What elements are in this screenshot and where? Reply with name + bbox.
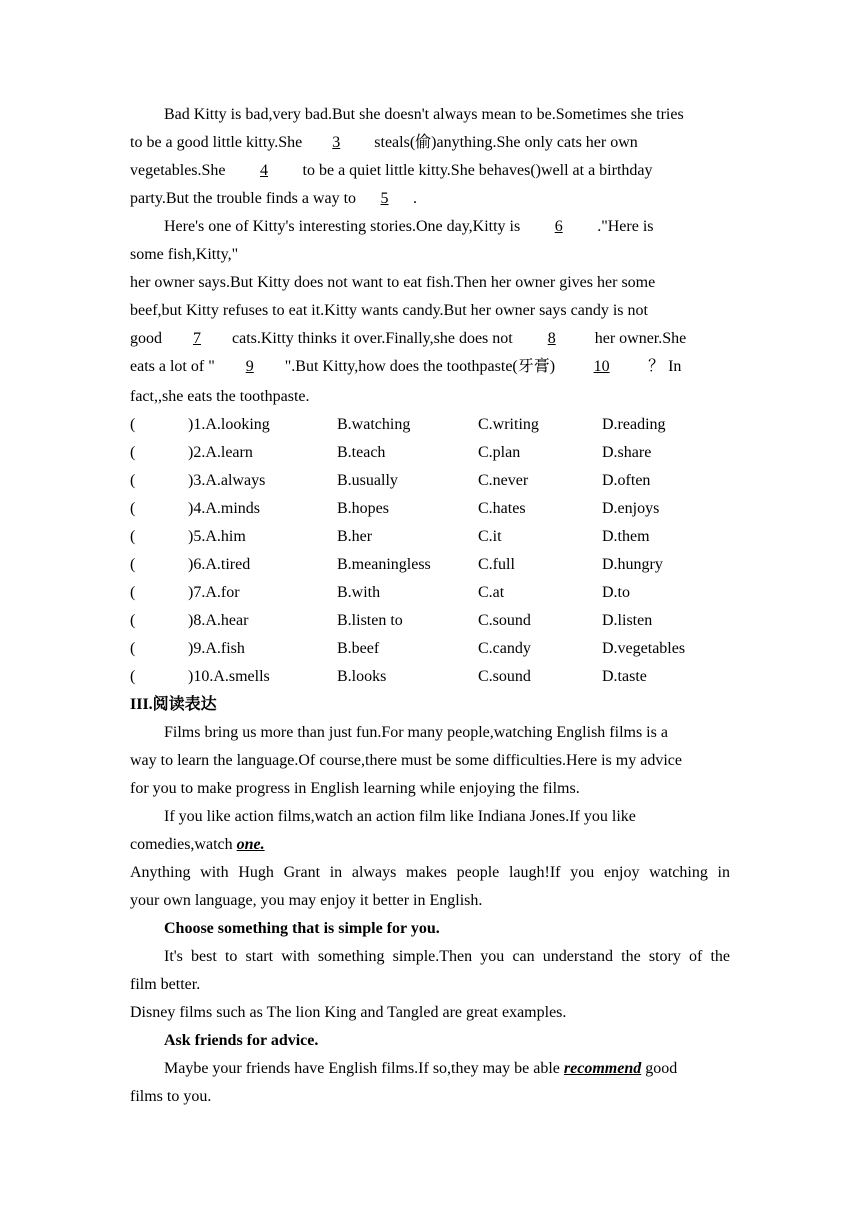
option-d: D.enjoys	[602, 500, 660, 517]
passage-line: her owner says.But Kitty does not want to eat fish.Then her owner gives her some	[130, 274, 656, 291]
option-row	[130, 523, 730, 551]
option-d: D.hungry	[602, 556, 663, 573]
passage-line	[130, 213, 730, 241]
text: Maybe your friends have English films.If so,they may be able	[164, 1060, 564, 1077]
document-page	[130, 101, 730, 1111]
reading-line: films to you.	[130, 1088, 212, 1105]
option-b: B.meaningless	[337, 556, 431, 573]
reading-line: Anything with Hugh Grant in always makes people laugh!If you enjoy watching in	[130, 864, 730, 881]
answer-paren: (	[130, 612, 136, 629]
reading-line	[130, 1055, 730, 1083]
reading-line: If you like action films,watch an action film like Indiana Jones.If you like	[164, 808, 636, 825]
option-c: C.writing	[478, 416, 539, 433]
option-b: B.usually	[337, 472, 398, 489]
answer-paren: (	[130, 472, 136, 489]
blank-8: 8	[547, 330, 556, 347]
option-d: D.taste	[602, 668, 647, 685]
option-d: D.share	[602, 444, 652, 461]
reading-line: Disney films such as The lion King and Tangled are great examples.	[130, 1004, 567, 1021]
answer-paren: (	[130, 640, 136, 657]
blank-10: 10	[593, 358, 610, 375]
option-c: C.sound	[478, 668, 531, 685]
blank-7: 7	[193, 330, 201, 347]
reading-line: your own language, you may enjoy it better in English.	[130, 892, 483, 909]
text: to be a quiet little kitty.She behaves()well at a birthday	[302, 162, 653, 179]
option-d: D.listen	[602, 612, 653, 629]
option-c: C.at	[478, 584, 505, 601]
option-b: B.watching	[337, 416, 411, 433]
option-d: D.often	[602, 472, 651, 489]
reading-line: for you to make progress in English learning while enjoying the films.	[130, 780, 580, 797]
option-a: )4.A.minds	[188, 500, 260, 517]
text: good	[130, 330, 162, 347]
answer-paren: (	[130, 528, 136, 545]
reading-line: It's best to start with something simple.Then you can understand the story of the	[164, 948, 730, 965]
reading-line: film better.	[130, 976, 201, 993]
text: Here's one of Kitty's interesting stories.One day,Kitty is	[164, 218, 521, 235]
text: vegetables.She	[130, 162, 226, 179]
blank-6: 6	[554, 218, 563, 235]
text: her owner.She	[590, 330, 687, 347]
option-row	[130, 411, 730, 439]
text: ".But Kitty,how does the toothpaste(牙膏)	[284, 358, 556, 375]
option-a: )8.A.hear	[188, 612, 249, 629]
passage-line	[130, 325, 730, 353]
option-c: C.full	[478, 556, 515, 573]
blank-3: 3	[332, 134, 341, 151]
option-b: B.teach	[337, 444, 386, 461]
option-b: B.beef	[337, 640, 380, 657]
text: party.But the trouble finds a way to	[130, 190, 357, 207]
subheading: Choose something that is simple for you.	[164, 920, 440, 937]
option-row	[130, 467, 730, 495]
text: ."Here is	[597, 218, 654, 235]
option-c: C.sound	[478, 612, 531, 629]
passage-line: fact,,she eats the toothpaste.	[130, 388, 310, 405]
option-a: )10.A.smells	[188, 668, 270, 685]
passage-line	[130, 129, 730, 157]
option-a: )5.A.him	[188, 528, 246, 545]
text: eats a lot of "	[130, 358, 215, 375]
blank-9: 9	[245, 358, 254, 375]
option-row	[130, 439, 730, 467]
option-b: B.hopes	[337, 500, 389, 517]
option-row	[130, 663, 730, 691]
option-b: B.her	[337, 528, 373, 545]
option-c: C.hates	[478, 500, 526, 517]
text: ？ In	[648, 358, 682, 375]
subheading: Ask friends for advice.	[164, 1032, 319, 1049]
option-c: C.never	[478, 472, 529, 489]
option-b: B.with	[337, 584, 381, 601]
reading-line	[130, 831, 730, 859]
passage-line: some fish,Kitty,"	[130, 246, 239, 263]
passage-line	[130, 185, 730, 213]
passage-line: beef,but Kitty refuses to eat it.Kitty wants candy.But her owner says candy is not	[130, 302, 648, 319]
section-heading: III.阅读表达	[130, 696, 217, 713]
answer-paren: (	[130, 500, 136, 517]
option-c: C.candy	[478, 640, 531, 657]
option-a: )9.A.fish	[188, 640, 245, 657]
option-row	[130, 607, 730, 635]
option-b: B.looks	[337, 668, 387, 685]
answer-paren: (	[130, 668, 136, 685]
option-d: D.them	[602, 528, 650, 545]
emphasized-word: recommend	[563, 1060, 642, 1077]
option-c: C.plan	[478, 444, 521, 461]
option-d: D.vegetables	[602, 640, 686, 657]
option-d: D.to	[602, 584, 630, 601]
reading-line: way to learn the language.Of course,there must be some difficulties.Here is my advice	[130, 752, 682, 769]
answer-paren: (	[130, 556, 136, 573]
option-row	[130, 495, 730, 523]
text: comedies,watch	[130, 836, 237, 853]
answer-paren: (	[130, 416, 136, 433]
passage-line	[130, 157, 730, 185]
option-b: B.listen to	[337, 612, 403, 629]
option-a: )3.A.always	[188, 472, 266, 489]
option-row	[130, 579, 730, 607]
blank-4: 4	[260, 162, 269, 179]
text: .	[413, 190, 418, 207]
option-d: D.reading	[602, 416, 666, 433]
passage-line	[130, 353, 730, 383]
option-c: C.it	[478, 528, 502, 545]
emphasized-word: one.	[236, 836, 265, 853]
option-a: )6.A.tired	[188, 556, 251, 573]
reading-line: Films bring us more than just fun.For many people,watching English films is a	[164, 724, 668, 741]
text: to be a good little kitty.She	[130, 134, 303, 151]
text: cats.Kitty thinks it over.Finally,she does not	[232, 330, 513, 347]
options-list	[130, 411, 730, 691]
option-a: )2.A.learn	[188, 444, 253, 461]
option-row	[130, 551, 730, 579]
option-a: )7.A.for	[188, 584, 240, 601]
option-a: )1.A.looking	[188, 416, 270, 433]
text: good	[641, 1060, 678, 1077]
blank-5: 5	[380, 190, 389, 207]
passage-line: Bad Kitty is bad,very bad.But she doesn't always mean to be.Sometimes she tries	[164, 106, 684, 123]
option-row	[130, 635, 730, 663]
answer-paren: (	[130, 584, 136, 601]
answer-paren: (	[130, 444, 136, 461]
text: steals(偷)anything.She only cats her own	[370, 134, 638, 151]
